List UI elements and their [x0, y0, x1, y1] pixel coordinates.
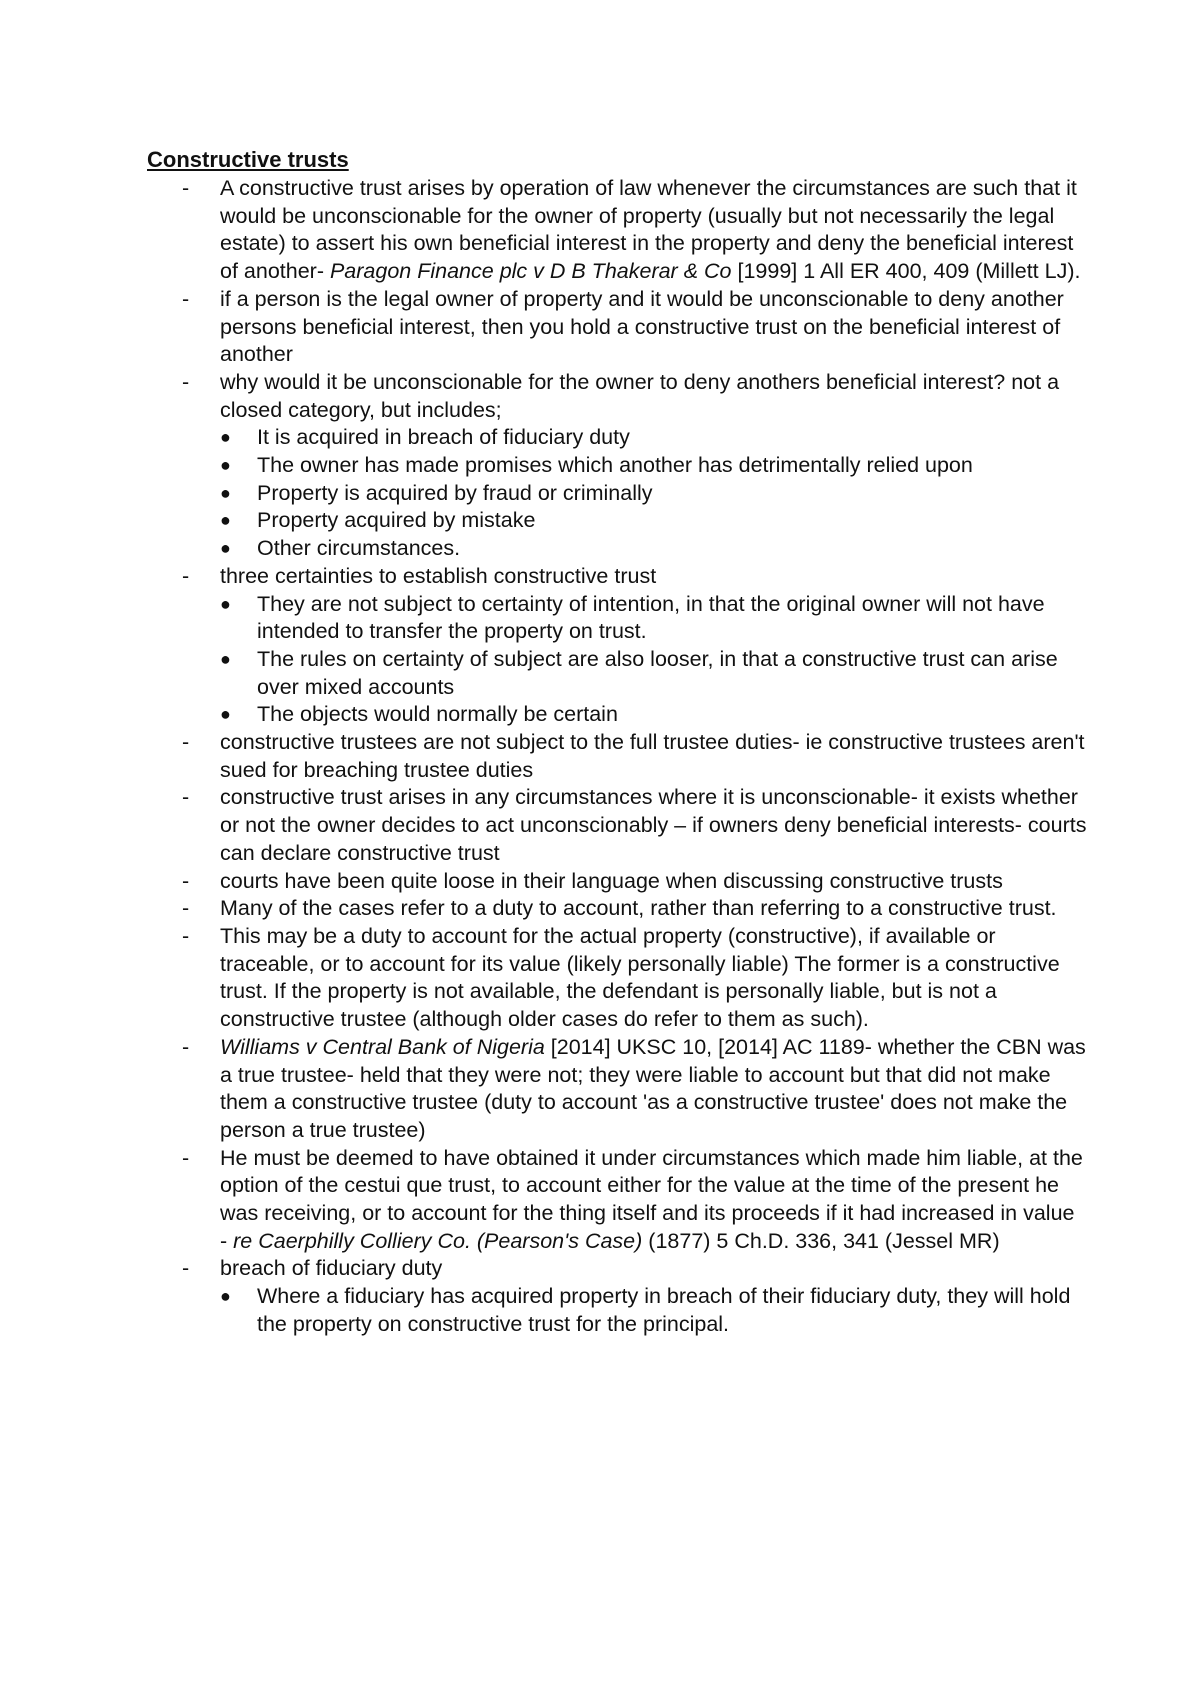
- dash-marker: -: [182, 896, 190, 921]
- list-item: - Many of the cases refer to a duty to account, rather than referring to a constructive trust.: [147, 895, 1087, 923]
- list-item: - constructive trustees are not subject to the full trustee duties- ie constructive trustees aren't sued for breaching trustee duties: [182, 730, 1085, 782]
- list-item: - He must be deemed to have obtained it under circumstances which made him liable, at the option of the cestui que trust, to account either for the value at the time of the present he was receiving, or to account for the thing itself and its proceeds if it had increased in value - re Caerphilly Colliery Co. (Pearson's Case) (1877) 5 Ch.D. 336, 341 (Jessel MR): [182, 1145, 1083, 1253]
- bullet-item: ● Where a fiduciary has acquired property in breach of their fiduciary duty, they will hold the property on constructive trust for the principal.: [220, 1284, 1071, 1336]
- bullet-marker: ●: [220, 1286, 231, 1307]
- bullet-item: ● They are not subject to certainty of intention, in that the original owner will not have intended to transfer the property on trust.: [220, 591, 1045, 644]
- bullet-marker: ●: [220, 648, 231, 669]
- list-item: - why would it be unconscionable for the owner to deny anothers beneficial interest? not a closed category, but includes; ● It is acquired in breach of fiduciary duty ● The owner has made promises which another has detrimentally relied upon ● Property is acquired by fraud or criminally ● Property acquired by mistake ● Other circumstances.: [147, 369, 1087, 563]
- list-item: - A constructive trust arises by operation of law whenever the circumstances are such that it would be unconscionable for the owner of property (usually but not necessarily the legal estate) to assert his own beneficial interest in the property and deny the beneficial interest of another- Paragon Finance plc v D B Thakerar & Co [1999] 1 All ER 400, 409 (Millett LJ).: [182, 176, 1081, 284]
- list-item: - three certainties to establish constructive trust ● They are not subject to certainty of intention, in that the original owner will not have intended to transfer the property on trust. ● The rules on certainty of subject are also looser, in that a constructive trust can arise over mixed accounts ● The objects would normally be certain: [147, 563, 1087, 729]
- dash-marker: -: [182, 730, 190, 755]
- bullet-marker: ●: [220, 427, 231, 448]
- bullet-item: ● The owner has made promises which another has detrimentally relied upon: [220, 452, 1087, 480]
- list-item: - courts have been quite loose in their language when discussing constructive trusts: [147, 868, 1087, 896]
- dash-marker: -: [182, 868, 190, 893]
- bullet-item: ● Property acquired by mistake: [220, 507, 1087, 535]
- bullet-marker: ●: [220, 455, 231, 476]
- list-item: - Williams v Central Bank of Nigeria [2014] UKSC 10, [2014] AC 1189- whether the CBN was a true trustee- held that they were not; they were liable to account but that did not make them a constructive trustee (duty to account 'as a constructive trustee' does not make the person a true trustee): [182, 1034, 1086, 1142]
- bullet-item: ● Property is acquired by fraud or criminally: [220, 480, 1087, 508]
- document-body: [147, 145, 1087, 1339]
- case-citation: Williams v Central Bank of Nigeria: [220, 1034, 545, 1059]
- list-item: - constructive trust arises in any circumstances where it is unconscionable- it exists whether or not the owner decides to act unconscionably – if owners deny beneficial interests- courts can declare constructive trust: [182, 785, 1087, 865]
- page-title: Constructive trusts: [147, 147, 349, 172]
- bullet-list: [220, 1283, 1087, 1338]
- dash-marker: -: [182, 1256, 190, 1281]
- list-item: - if a person is the legal owner of property and it would be unconscionable to deny another persons beneficial interest, then you hold a constructive trust on the beneficial interest of another: [182, 286, 1064, 367]
- case-citation: re Caerphilly Colliery Co. (Pearson's Case): [233, 1228, 643, 1253]
- bullet-item: ● The rules on certainty of subject are also looser, in that a constructive trust can arise over mixed accounts: [220, 646, 1058, 699]
- dash-marker: -: [182, 923, 190, 948]
- bullet-item: ● It is acquired in breach of fiduciary duty: [220, 424, 1087, 452]
- dash-marker: -: [182, 369, 190, 394]
- case-citation: Paragon Finance plc v D B Thakerar & Co: [329, 259, 732, 284]
- bullet-marker: ●: [220, 704, 231, 725]
- list-item: - This may be a duty to account for the actual property (constructive), if available or traceable, or to account for its value (likely personally liable) The former is a constructive trust. If the property is not available, the defendant is personally liable, but is not a constructive trustee (although older cases do refer to them as such).: [182, 923, 1060, 1032]
- dash-marker: -: [182, 1145, 190, 1170]
- bullet-marker: ●: [220, 482, 231, 503]
- dash-marker: -: [182, 176, 190, 200]
- bullet-item: ● The objects would normally be certain: [220, 701, 1087, 729]
- bullet-marker: ●: [220, 510, 231, 531]
- dash-list: [147, 175, 1087, 1339]
- bullet-marker: ●: [220, 593, 231, 614]
- dash-marker: -: [182, 286, 190, 311]
- bullet-item: ● Other circumstances.: [220, 535, 1087, 563]
- list-item: - breach of fiduciary duty ● Where a fiduciary has acquired property in breach of their fiduciary duty, they will hold the property on constructive trust for the principal.: [147, 1255, 1087, 1338]
- bullet-list: [220, 424, 1087, 563]
- bullet-list: [220, 591, 1087, 730]
- bullet-marker: ●: [220, 538, 231, 559]
- dash-marker: -: [182, 1034, 190, 1059]
- dash-marker: -: [182, 563, 190, 588]
- dash-marker: -: [182, 785, 190, 810]
